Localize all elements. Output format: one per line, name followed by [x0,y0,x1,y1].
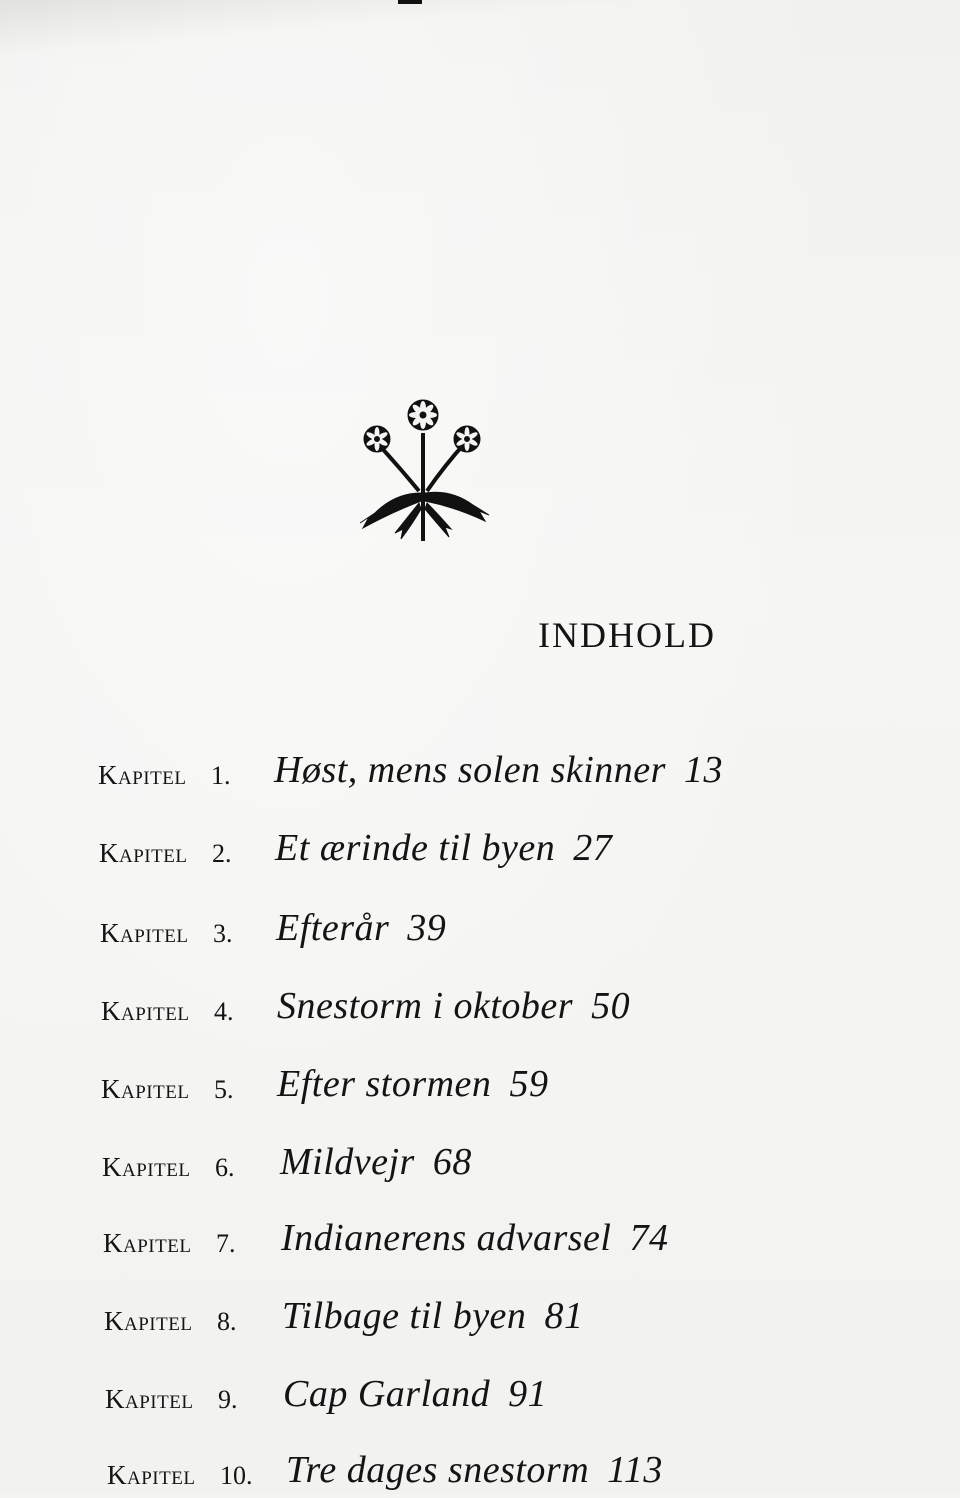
chapter-page: 50 [591,985,631,1027]
chapter-page: 81 [544,1295,584,1337]
chapter-number: 10. [220,1461,253,1490]
chapter-number: 4. [214,997,234,1026]
chapter-label: Kapitel [104,1306,193,1336]
chapter-label: Kapitel [103,1228,192,1258]
chapter-number: 8. [217,1307,237,1336]
chapter-label: Kapitel [102,1152,191,1182]
chapter-title: Indianerens advarsel [281,1217,612,1259]
chapter-title: Efter stormen [277,1063,492,1105]
chapter-page: 39 [407,907,447,949]
chapter-page: 91 [508,1373,548,1415]
chapter-number: 2. [212,839,232,868]
page-top-mark [398,0,422,4]
chapter-title: Snestorm i oktober [277,985,574,1027]
page-title: INDHOLD [538,615,716,655]
chapter-page: 113 [607,1449,663,1491]
chapter-number: 1. [211,761,231,790]
chapter-title: Mildvejr [280,1141,415,1183]
chapter-title: Tre dages snestorm [286,1449,590,1491]
chapter-label: Kapitel [107,1460,196,1490]
chapter-number: 9. [218,1385,238,1414]
chapter-label: Kapitel [101,996,190,1026]
page-edge-shadow [0,0,960,60]
chapter-page: 74 [629,1217,669,1259]
chapter-number: 7. [216,1229,236,1258]
chapter-number: 3. [213,919,233,948]
chapter-page: 68 [432,1141,472,1183]
chapter-label: Kapitel [105,1384,194,1414]
chapter-label: Kapitel [100,918,189,948]
chapter-title: Høst, mens solen skinner [274,749,666,791]
chapter-number: 6. [215,1153,235,1182]
chapter-page: 27 [573,827,613,869]
chapter-title: Efterår [276,907,390,949]
chapter-page: 13 [683,749,723,791]
chapter-title: Et ærinde til byen [275,827,556,869]
chapter-label: Kapitel [99,838,188,868]
chapter-number: 5. [214,1075,234,1104]
chapter-title: Cap Garland [283,1373,491,1415]
chapter-page: 59 [509,1063,549,1105]
chapter-label: Kapitel [98,760,187,790]
chapter-label: Kapitel [101,1074,190,1104]
dandelion-flower-icon [355,393,495,543]
chapter-title: Tilbage til byen [282,1295,527,1337]
